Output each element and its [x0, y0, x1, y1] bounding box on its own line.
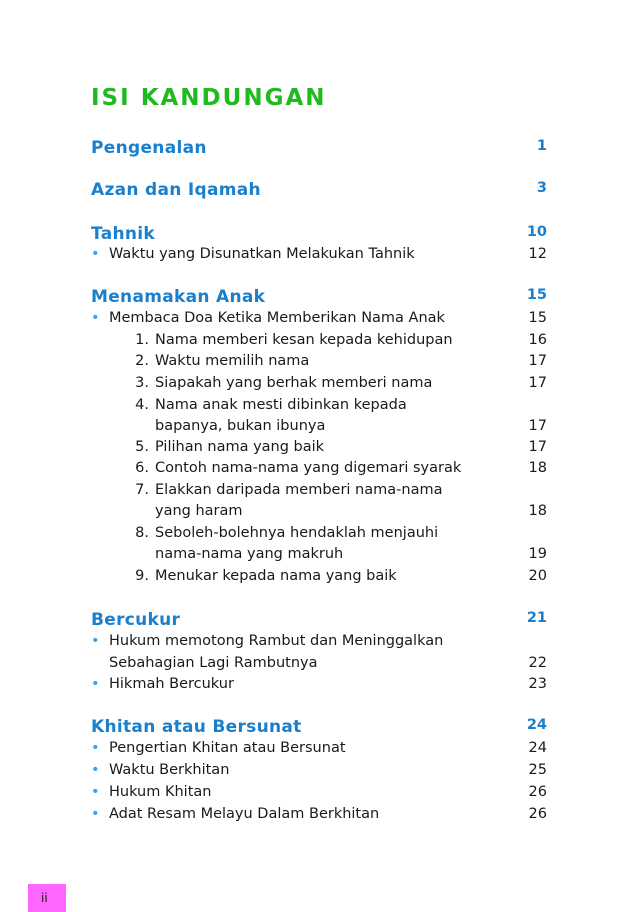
bullet-icon: • [91, 633, 100, 649]
entry-text: Nama memberi kesan kepada kehidupan [155, 332, 453, 348]
page-number: 17 [528, 353, 547, 369]
toc-entry-numbered-9[interactable] [91, 568, 547, 590]
entry-text: Waktu Berkhitan [109, 762, 230, 778]
section-title: Menamakan Anak [91, 287, 266, 307]
toc-section-tahnik[interactable] [91, 224, 547, 246]
bullet-icon: • [91, 246, 100, 262]
bullet-icon: • [91, 784, 100, 800]
entry-text: Adat Resam Melayu Dalam Berkhitan [109, 806, 380, 822]
page-number: 26 [528, 784, 547, 800]
entry-text: Menukar kepada nama yang baik [155, 568, 397, 584]
entry-text: Waktu memilih nama [155, 353, 310, 369]
toc-entry-numbered-3[interactable] [91, 375, 547, 397]
entry-number: 2. [135, 353, 149, 369]
page-number: 20 [528, 568, 547, 584]
page-number: 10 [526, 224, 547, 240]
toc-section-menamakan[interactable] [91, 287, 547, 309]
bullet-icon: • [91, 676, 100, 692]
toc-entry-numbered-1[interactable] [91, 332, 547, 354]
entry-text-continued: Sebahagian Lagi Rambutnya [109, 655, 318, 671]
page-number: 15 [528, 310, 547, 326]
bullet-icon: • [91, 806, 100, 822]
page-number: 17 [528, 418, 547, 434]
page-number: 17 [528, 439, 547, 455]
section-title: Azan dan Iqamah [91, 180, 261, 200]
entry-number: 4. [135, 397, 149, 413]
page-number: 19 [528, 546, 547, 562]
page-number: 21 [526, 610, 547, 626]
toc-entry-waktu-berkhitan[interactable] [91, 762, 547, 784]
toc-entry-numbered-4-cont[interactable] [91, 418, 547, 440]
entry-text: Seboleh-bolehnya hendaklah menjauhi [155, 525, 439, 541]
entry-text: Pilihan nama yang baik [155, 439, 325, 455]
page-number: 26 [528, 806, 547, 822]
toc-entry-hukum-memotong[interactable] [91, 633, 547, 655]
page-number: 1 [536, 138, 547, 154]
toc-section-bercukur[interactable] [91, 610, 547, 632]
entry-number: 5. [135, 439, 149, 455]
entry-text: Hukum memotong Rambut dan Meninggalkan [109, 633, 444, 649]
toc-entry-numbered-2[interactable] [91, 353, 547, 375]
page-number: 17 [528, 375, 547, 391]
entry-number: 1. [135, 332, 149, 348]
entry-text: Elakkan daripada memberi nama-nama [155, 482, 443, 498]
toc-entry-numbered-5[interactable] [91, 439, 547, 461]
entry-text: Nama anak mesti dibinkan kepada [155, 397, 407, 413]
page-number: 18 [528, 460, 547, 476]
entry-number: 9. [135, 568, 149, 584]
entry-text: Hukum Khitan [109, 784, 212, 800]
entry-number: 6. [135, 460, 149, 476]
toc-entry-hikmah-bercukur[interactable] [91, 676, 547, 698]
toc-entry-hukum-memotong-cont[interactable] [91, 655, 547, 677]
entry-number: 7. [135, 482, 149, 498]
entry-text-continued: nama-nama yang makruh [155, 546, 344, 562]
page-number: 16 [528, 332, 547, 348]
entry-number: 8. [135, 525, 149, 541]
toc-entry-numbered-8[interactable] [91, 525, 547, 547]
toc-entry-numbered-4[interactable] [91, 397, 547, 419]
page-number: 18 [528, 503, 547, 519]
toc-entry-numbered-7-cont[interactable] [91, 503, 547, 525]
toc-entry-tahnik-waktu[interactable] [91, 246, 547, 268]
entry-text-continued: yang haram [155, 503, 243, 519]
entry-text: Siapakah yang berhak memberi nama [155, 375, 433, 391]
page-number: 12 [528, 246, 547, 262]
entry-text-continued: bapanya, bukan ibunya [155, 418, 326, 434]
section-title: Pengenalan [91, 138, 207, 158]
page-number: 24 [526, 717, 547, 733]
page-number-label: ii [41, 891, 48, 905]
toc-entry-pengertian-khitan[interactable] [91, 740, 547, 762]
page-number: 23 [528, 676, 547, 692]
entry-number: 3. [135, 375, 149, 391]
toc-entry-hukum-khitan[interactable] [91, 784, 547, 806]
entry-text: Pengertian Khitan atau Bersunat [109, 740, 346, 756]
toc-entry-numbered-6[interactable] [91, 460, 547, 482]
entry-text: Hikmah Bercukur [109, 676, 234, 692]
page-number: 24 [528, 740, 547, 756]
page-number: 15 [526, 287, 547, 303]
bullet-icon: • [91, 740, 100, 756]
page-number: 22 [528, 655, 547, 671]
entry-text: Contoh nama-nama yang digemari syarak [155, 460, 462, 476]
toc-entry-adat-resam[interactable] [91, 806, 547, 828]
page-number-tab [28, 884, 66, 912]
toc-section-khitan[interactable] [91, 717, 547, 739]
section-title: Bercukur [91, 610, 181, 630]
section-title: Khitan atau Bersunat [91, 717, 302, 737]
page-number: 25 [528, 762, 547, 778]
bullet-icon: • [91, 762, 100, 778]
toc-section-pengenalan[interactable] [91, 138, 547, 160]
page-number: 3 [536, 180, 547, 196]
bullet-icon: • [91, 310, 100, 326]
toc-entry-membaca-doa[interactable] [91, 310, 547, 332]
toc-entry-numbered-8-cont[interactable] [91, 546, 547, 568]
entry-text: Membaca Doa Ketika Memberikan Nama Anak [109, 310, 445, 326]
page-title: ISI KANDUNGAN [91, 85, 327, 111]
entry-text: Waktu yang Disunatkan Melakukan Tahnik [109, 246, 415, 262]
toc-entry-numbered-7[interactable] [91, 482, 547, 504]
section-title: Tahnik [91, 224, 156, 244]
toc-section-azan[interactable] [91, 180, 547, 202]
